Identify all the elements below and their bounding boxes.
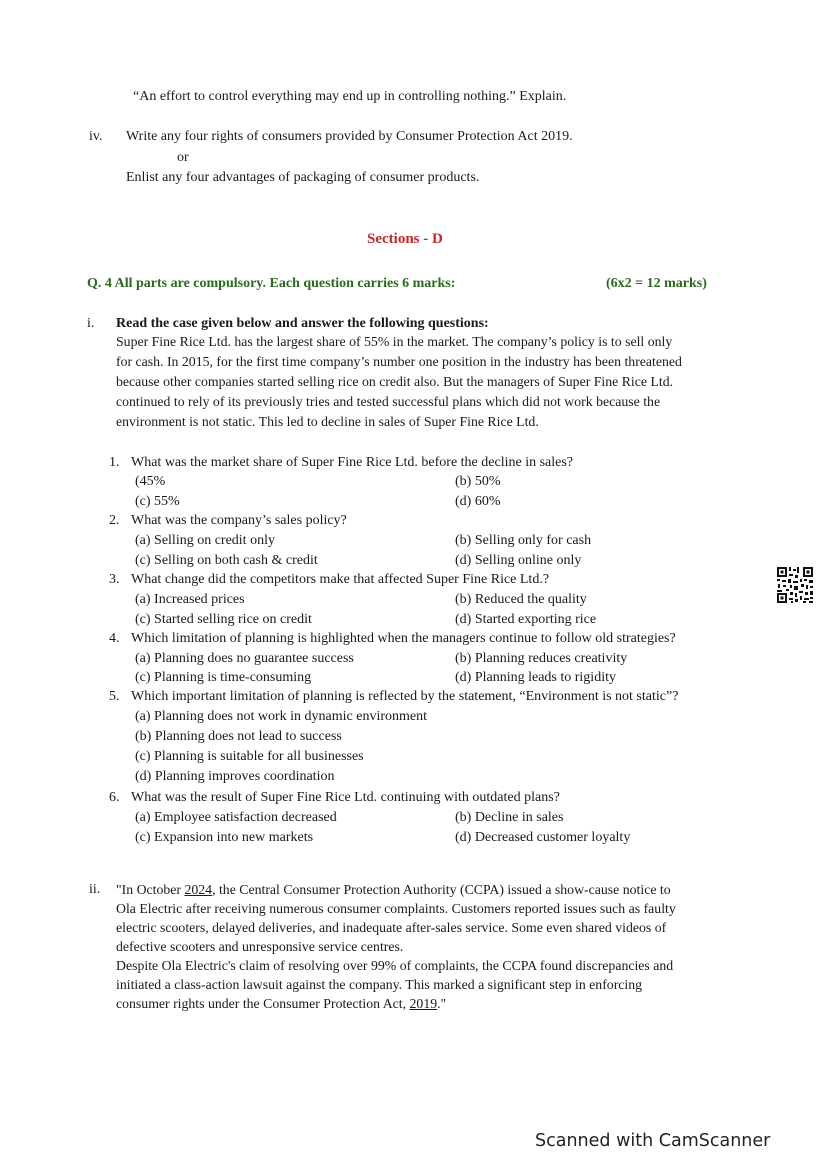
- case-1-line: for cash. In 2015, for the first time company’s number one position in the industry has been threatened: [116, 354, 682, 369]
- marks-label: (6x2 = 12 marks): [606, 276, 707, 291]
- mcq-option: (b) 50%: [455, 474, 501, 489]
- mcq-option: (b) Planning does not lead to success: [135, 729, 342, 744]
- mcq-question: What was the result of Super Fine Rice Ltd. continuing with outdated plans?: [131, 790, 560, 805]
- mcq-number: 4.: [109, 631, 120, 646]
- mcq-question: Which limitation of planning is highlighted when the managers continue to follow old strategies?: [131, 631, 676, 646]
- case-2-line: initiated a class-action lawsuit against the company. This marked a significant step in enforcing: [116, 977, 643, 992]
- case-2-line: consumer rights under the Consumer Protection Act, 2019.": [116, 996, 447, 1011]
- case-1-line: continued to rely of its previously tries and tested successful plans which did not work because the: [116, 394, 661, 409]
- year-link: 2024: [184, 882, 213, 897]
- case-2-line: Despite Ola Electric's claim of resolving over 99% of complaints, the CCPA found discrepancies and: [116, 958, 674, 973]
- mcq-option: (a) Planning does no guarantee success: [135, 651, 354, 666]
- mcq-option: (b) Selling only for cash: [455, 533, 592, 548]
- mcq-option: (a) Employee satisfaction decreased: [135, 810, 337, 825]
- case-2-line: defective scooters and unresponsive service centres.: [116, 939, 404, 954]
- mcq-option: (c) Started selling rice on credit: [135, 612, 312, 627]
- mcq-option: (c) Expansion into new markets: [135, 830, 314, 845]
- mcq-option: (d) Planning improves coordination: [135, 769, 335, 784]
- question-4-label: Q. 4 All parts are compulsory. Each question carries 6 marks:: [87, 276, 456, 291]
- qr-code-icon: [776, 566, 814, 604]
- mcq-option: (d) Selling online only: [455, 553, 582, 568]
- mcq-option: (d) Started exporting rice: [455, 612, 597, 627]
- mcq-option: (45%: [135, 474, 166, 489]
- mcq-option: (c) Planning is time-consuming: [135, 670, 312, 685]
- quote-line: “An effort to control everything may end up in controlling nothing.” Explain.: [133, 89, 567, 104]
- mcq-option: (b) Reduced the quality: [455, 592, 587, 607]
- mcq-question: What was the market share of Super Fine Rice Ltd. before the decline in sales?: [131, 455, 574, 470]
- mcq-number: 5.: [109, 689, 120, 704]
- case-1-number: i.: [87, 316, 95, 331]
- case-1-heading: Read the case given below and answer the following questions:: [116, 316, 489, 331]
- mcq-option: (c) 55%: [135, 494, 180, 509]
- case-2-number: ii.: [89, 882, 101, 897]
- or-label: or: [177, 150, 189, 165]
- mcq-question: Which important limitation of planning is reflected by the statement, “Environment is not static”?: [131, 689, 679, 704]
- mcq-number: 2.: [109, 513, 120, 528]
- mcq-option: (d) 60%: [455, 494, 501, 509]
- mcq-number: 3.: [109, 572, 120, 587]
- alternative-question-text: Enlist any four advantages of packaging of consumer products.: [126, 170, 480, 185]
- mcq-question: What was the company’s sales policy?: [131, 513, 347, 528]
- section-title: Sections - D: [367, 231, 443, 247]
- mcq-option: (c) Selling on both cash & credit: [135, 553, 318, 568]
- year-link: 2019: [409, 996, 438, 1011]
- mcq-option: (b) Decline in sales: [455, 810, 564, 825]
- question-iv-text: Write any four rights of consumers provided by Consumer Protection Act 2019.: [126, 129, 573, 144]
- mcq-number: 1.: [109, 455, 120, 470]
- mcq-option: (d) Decreased customer loyalty: [455, 830, 631, 845]
- mcq-option: (b) Planning reduces creativity: [455, 651, 628, 666]
- case-2-line: Ola Electric after receiving numerous consumer complaints. Customers reported issues such as faulty: [116, 901, 676, 916]
- mcq-question: What change did the competitors make that affected Super Fine Rice Ltd.?: [131, 572, 550, 587]
- case-2-line: electric scooters, delayed deliveries, and inadequate after-sales service. Some even shared videos of: [116, 920, 667, 935]
- mcq-option: (d) Planning leads to rigidity: [455, 670, 616, 685]
- mcq-option: (a) Increased prices: [135, 592, 245, 607]
- mcq-option: (a) Planning does not work in dynamic environment: [135, 709, 427, 724]
- case-2-line: "In October 2024, the Central Consumer Protection Authority (CCPA) issued a show-cause notice to: [116, 882, 671, 897]
- mcq-number: 6.: [109, 790, 120, 805]
- question-number-iv: iv.: [89, 129, 103, 144]
- case-1-line: Super Fine Rice Ltd. has the largest share of 55% in the market. The company’s policy is to sell only: [116, 334, 673, 349]
- case-1-line: because other companies started selling rice on credit also. But the managers of Super Fine Rice Ltd.: [116, 374, 674, 389]
- mcq-option: (c) Planning is suitable for all businesses: [135, 749, 364, 764]
- mcq-option: (a) Selling on credit only: [135, 533, 275, 548]
- scanned-watermark: Scanned with CamScanner: [535, 1131, 771, 1151]
- case-1-line: environment is not static. This led to decline in sales of Super Fine Rice Ltd.: [116, 414, 539, 429]
